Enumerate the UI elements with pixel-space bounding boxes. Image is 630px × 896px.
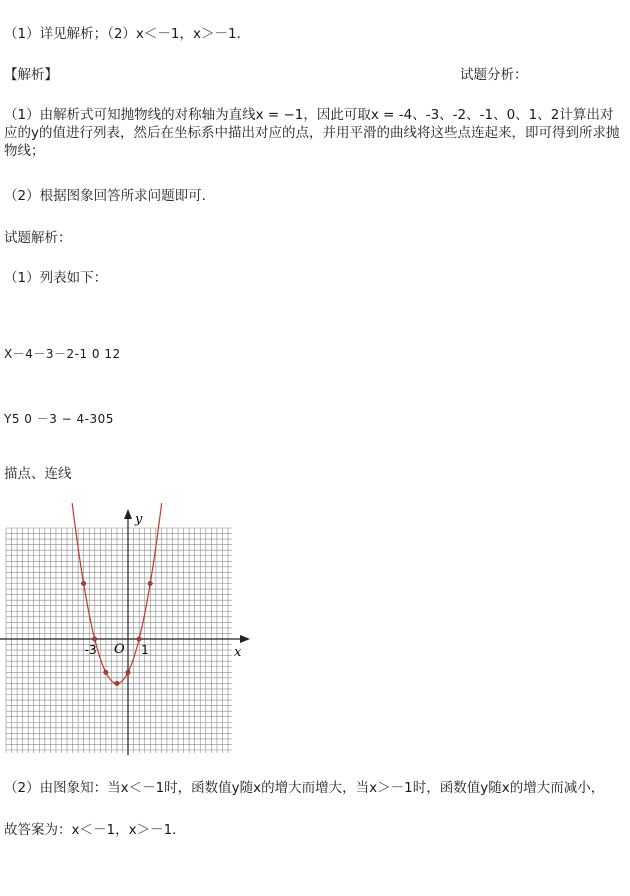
axes bbox=[0, 509, 250, 755]
x-axis-label: x bbox=[234, 645, 242, 660]
conclusion-line: （2）由图象知：当x＜－1时，函数值y随x的增大而增大，当x＞－1时，函数值y随x的增大而减小， bbox=[4, 780, 605, 796]
solution-label: 试题解析： bbox=[4, 230, 72, 246]
point-mark bbox=[104, 670, 108, 674]
point-mark bbox=[137, 637, 141, 641]
parabola-graph bbox=[0, 503, 260, 758]
x-row: X－4－3－2-1 0 12 bbox=[4, 347, 121, 361]
y-row: Y5 0 －3 − 4-305 bbox=[4, 412, 114, 426]
answer-line: （1）详见解析；（2）x＜－1，x＞－1． bbox=[4, 26, 251, 42]
table-intro: （1）列表如下： bbox=[4, 270, 108, 286]
step1-paragraph: （1）由解析式可知抛物线的对称轴为直线x = −1，因此可取x = -4、-3、-2、-1、0、1、2计算出对应的y的值进行列表，然后在坐标系中描出对应的点，并用平滑的曲线将这些点连起来，即可得到所求抛物线； bbox=[4, 107, 620, 159]
tick-label-neg3: -3 bbox=[84, 643, 97, 657]
plot-label: 描点、连线 bbox=[4, 466, 72, 482]
point-mark bbox=[126, 670, 130, 674]
point-mark bbox=[81, 581, 85, 585]
y-axis-arrow bbox=[124, 509, 132, 519]
y-axis-label: y bbox=[135, 512, 143, 527]
point-mark bbox=[148, 581, 152, 585]
point-mark bbox=[93, 637, 97, 641]
x-axis-arrow bbox=[240, 635, 250, 643]
tick-label-1: 1 bbox=[141, 643, 149, 657]
analysis-label: 试题分析： bbox=[460, 67, 528, 83]
point-mark bbox=[115, 681, 119, 685]
final-answer: 故答案为：x＜－1，x＞－1． bbox=[4, 822, 186, 838]
step2-paragraph: （2）根据图象回答所求问题即可. bbox=[4, 188, 206, 204]
origin-label: O bbox=[114, 642, 125, 657]
grid bbox=[6, 528, 232, 753]
analysis-heading: 【解析】 bbox=[4, 67, 58, 83]
